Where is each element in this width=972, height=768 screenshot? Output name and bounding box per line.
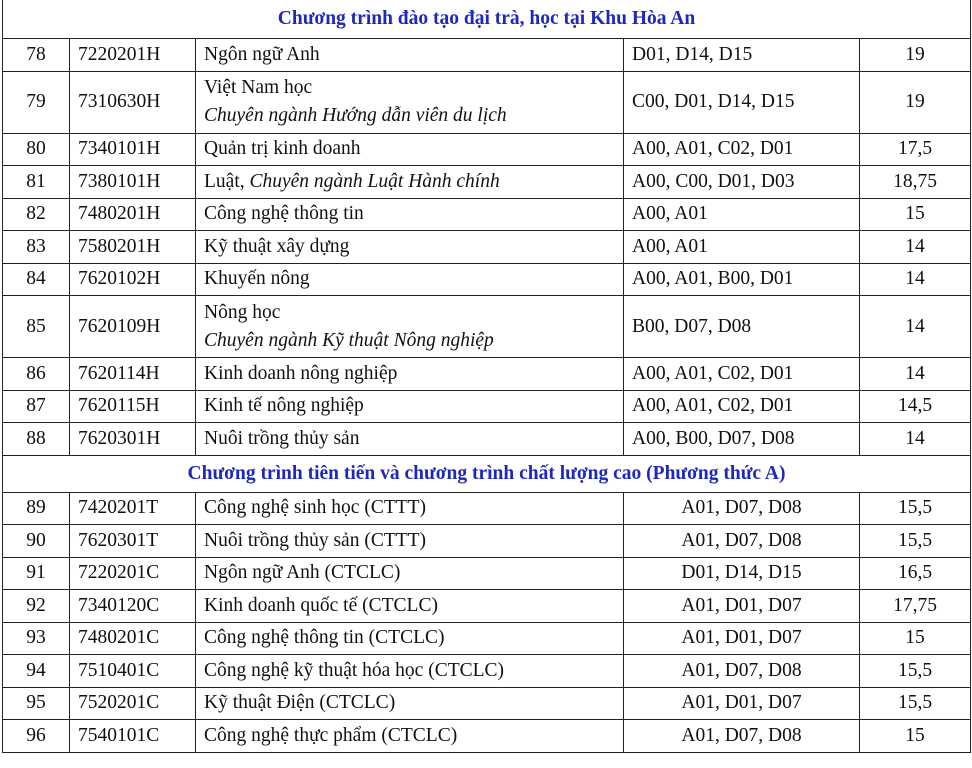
subject-combinations: A01, D01, D07 bbox=[624, 687, 860, 720]
program-name-text: Công nghệ sinh học (CTTT) bbox=[204, 497, 427, 519]
table-row bbox=[3, 720, 971, 753]
program-name bbox=[196, 590, 624, 623]
program-name bbox=[196, 687, 624, 720]
cutoff-score: 14 bbox=[860, 358, 971, 391]
row-number: 86 bbox=[3, 358, 70, 391]
program-name bbox=[196, 390, 624, 423]
row-number: 91 bbox=[3, 557, 70, 590]
subject-combinations: A00, C00, D01, D03 bbox=[624, 166, 860, 199]
subject-combinations: A00, A01 bbox=[624, 198, 860, 231]
subject-combinations: A00, B00, D07, D08 bbox=[624, 423, 860, 456]
program-code: 7510401C bbox=[70, 655, 196, 688]
table-row bbox=[3, 263, 971, 296]
program-name bbox=[196, 71, 624, 133]
subject-combinations: A00, A01 bbox=[624, 231, 860, 264]
subject-combinations: A00, A01, C02, D01 bbox=[624, 390, 860, 423]
program-name bbox=[196, 39, 624, 72]
program-code: 7620114H bbox=[70, 358, 196, 391]
table-row bbox=[3, 133, 971, 166]
row-number: 93 bbox=[3, 622, 70, 655]
program-name-text: Công nghệ thông tin bbox=[204, 203, 364, 225]
row-number: 81 bbox=[3, 166, 70, 199]
row-number: 94 bbox=[3, 655, 70, 688]
subject-combinations: A01, D07, D08 bbox=[624, 492, 860, 525]
section-title: Chương trình tiên tiến và chương trình chất lượng cao (Phương thức A) bbox=[3, 455, 971, 492]
cutoff-score: 18,75 bbox=[860, 166, 971, 199]
subject-combinations: B00, D07, D08 bbox=[624, 296, 860, 358]
program-name bbox=[196, 423, 624, 456]
table-row bbox=[3, 71, 971, 133]
program-code: 7310630H bbox=[70, 71, 196, 133]
table-row bbox=[3, 198, 971, 231]
program-name bbox=[196, 525, 624, 558]
table-row bbox=[3, 590, 971, 623]
cutoff-score: 15,5 bbox=[860, 525, 971, 558]
row-number: 89 bbox=[3, 492, 70, 525]
section-header bbox=[3, 0, 971, 39]
row-number: 88 bbox=[3, 423, 70, 456]
program-name-text: Quản trị kinh doanh bbox=[204, 138, 361, 160]
program-name bbox=[196, 492, 624, 525]
program-code: 7380101H bbox=[70, 166, 196, 199]
program-name-text: Nuôi trồng thủy sản bbox=[204, 427, 360, 449]
table-row bbox=[3, 296, 971, 358]
program-name-text: Nuôi trồng thủy sản (CTTT) bbox=[204, 529, 427, 551]
table-row bbox=[3, 687, 971, 720]
program-code: 7340101H bbox=[70, 133, 196, 166]
row-number: 92 bbox=[3, 590, 70, 623]
table-row bbox=[3, 655, 971, 688]
cutoff-score: 15,5 bbox=[860, 687, 971, 720]
program-name bbox=[196, 166, 624, 199]
program-name bbox=[196, 231, 624, 264]
cutoff-score: 15 bbox=[860, 622, 971, 655]
program-code: 7480201C bbox=[70, 622, 196, 655]
admission-table-body bbox=[3, 0, 971, 752]
program-code: 7620115H bbox=[70, 390, 196, 423]
program-name-text: Kinh tế nông nghiệp bbox=[204, 395, 364, 417]
cutoff-score: 15 bbox=[860, 720, 971, 753]
program-name-text: Kinh doanh quốc tế (CTCLC) bbox=[204, 594, 438, 616]
cutoff-score: 16,5 bbox=[860, 557, 971, 590]
cutoff-score: 17,75 bbox=[860, 590, 971, 623]
cutoff-score: 17,5 bbox=[860, 133, 971, 166]
program-name-text: Công nghệ kỹ thuật hóa học (CTCLC) bbox=[204, 659, 505, 681]
cutoff-score: 15,5 bbox=[860, 655, 971, 688]
table-row bbox=[3, 492, 971, 525]
program-code: 7620109H bbox=[70, 296, 196, 358]
table-row bbox=[3, 622, 971, 655]
program-code: 7620301H bbox=[70, 423, 196, 456]
program-name-text: Ngôn ngữ Anh (CTCLC) bbox=[204, 562, 401, 584]
program-name bbox=[196, 296, 624, 358]
cutoff-score: 19 bbox=[860, 71, 971, 133]
cutoff-score: 14,5 bbox=[860, 390, 971, 423]
program-name-text: Nông học bbox=[204, 301, 281, 323]
program-name-text: Việt Nam học bbox=[204, 77, 313, 98]
table-row bbox=[3, 231, 971, 264]
subject-combinations: A00, A01, C02, D01 bbox=[624, 133, 860, 166]
program-name bbox=[196, 655, 624, 688]
cutoff-score: 14 bbox=[860, 423, 971, 456]
subject-combinations: A01, D07, D08 bbox=[624, 525, 860, 558]
cutoff-score: 15 bbox=[860, 198, 971, 231]
row-number: 84 bbox=[3, 263, 70, 296]
table-row bbox=[3, 39, 971, 72]
program-name bbox=[196, 263, 624, 296]
admission-table bbox=[2, 0, 971, 753]
program-name bbox=[196, 720, 624, 753]
row-number: 80 bbox=[3, 133, 70, 166]
row-number: 90 bbox=[3, 525, 70, 558]
program-specialization: Chuyên ngành Hướng dẫn viên du lịch bbox=[204, 105, 507, 126]
program-code: 7520201C bbox=[70, 687, 196, 720]
program-name-text: Kỹ thuật xây dựng bbox=[204, 235, 350, 257]
program-code: 7620102H bbox=[70, 263, 196, 296]
program-code: 7220201C bbox=[70, 557, 196, 590]
subject-combinations: C00, D01, D14, D15 bbox=[624, 71, 860, 133]
program-name-text: Kỹ thuật Điện (CTCLC) bbox=[204, 692, 396, 714]
program-name bbox=[196, 557, 624, 590]
table-row bbox=[3, 390, 971, 423]
subject-combinations: D01, D14, D15 bbox=[624, 39, 860, 72]
subject-combinations: D01, D14, D15 bbox=[624, 557, 860, 590]
row-number: 95 bbox=[3, 687, 70, 720]
program-code: 7420201T bbox=[70, 492, 196, 525]
program-code: 7620301T bbox=[70, 525, 196, 558]
cutoff-score: 19 bbox=[860, 39, 971, 72]
program-name bbox=[196, 133, 624, 166]
section-header bbox=[3, 455, 971, 492]
cutoff-score: 14 bbox=[860, 296, 971, 358]
program-specialization: Chuyên ngành Luật Hành chính bbox=[249, 170, 500, 192]
row-number: 83 bbox=[3, 231, 70, 264]
program-name-text: Công nghệ thực phẩm (CTCLC) bbox=[204, 724, 458, 746]
program-code: 7220201H bbox=[70, 39, 196, 72]
program-name-text: Công nghệ thông tin (CTCLC) bbox=[204, 627, 445, 649]
subject-combinations: A00, A01, B00, D01 bbox=[624, 263, 860, 296]
program-specialization: Chuyên ngành Kỹ thuật Nông nghiệp bbox=[204, 329, 494, 351]
table-row bbox=[3, 423, 971, 456]
subject-combinations: A01, D01, D07 bbox=[624, 590, 860, 623]
row-number: 79 bbox=[3, 71, 70, 133]
program-name bbox=[196, 358, 624, 391]
subject-combinations: A00, A01, C02, D01 bbox=[624, 358, 860, 391]
program-name-text: Khuyến nông bbox=[204, 268, 310, 290]
table-row bbox=[3, 557, 971, 590]
program-name-text: Ngôn ngữ Anh bbox=[204, 43, 320, 65]
program-name-text: Kinh doanh nông nghiệp bbox=[204, 362, 398, 384]
program-code: 7580201H bbox=[70, 231, 196, 264]
row-number: 78 bbox=[3, 39, 70, 72]
cutoff-score: 15,5 bbox=[860, 492, 971, 525]
cutoff-score: 14 bbox=[860, 263, 971, 296]
program-code: 7540101C bbox=[70, 720, 196, 753]
table-row bbox=[3, 358, 971, 391]
program-name-text: Luật, bbox=[204, 170, 250, 192]
subject-combinations: A01, D07, D08 bbox=[624, 655, 860, 688]
row-number: 96 bbox=[3, 720, 70, 753]
table-row bbox=[3, 525, 971, 558]
row-number: 87 bbox=[3, 390, 70, 423]
program-name bbox=[196, 622, 624, 655]
subject-combinations: A01, D07, D08 bbox=[624, 720, 860, 753]
cutoff-score: 14 bbox=[860, 231, 971, 264]
row-number: 82 bbox=[3, 198, 70, 231]
table-row bbox=[3, 166, 971, 199]
section-title: Chương trình đào tạo đại trà, học tại Khu Hòa An bbox=[3, 0, 971, 39]
subject-combinations: A01, D01, D07 bbox=[624, 622, 860, 655]
program-code: 7340120C bbox=[70, 590, 196, 623]
program-name bbox=[196, 198, 624, 231]
row-number: 85 bbox=[3, 296, 70, 358]
program-code: 7480201H bbox=[70, 198, 196, 231]
